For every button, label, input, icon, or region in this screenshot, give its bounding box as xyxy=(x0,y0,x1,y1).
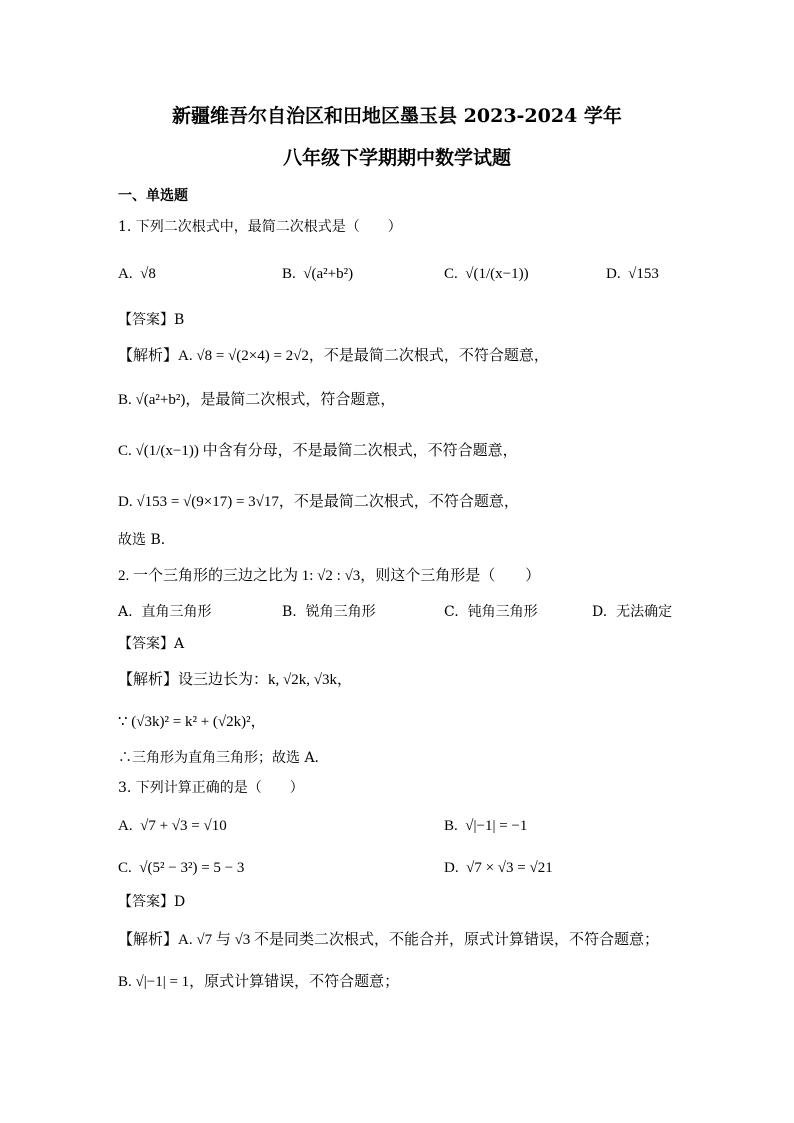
q2-option-a-text: 直角三角形 xyxy=(141,604,212,620)
q3-answer: 【答案】D xyxy=(118,894,186,910)
q1-analysis-line-4: D. √153 = √(9×17) = 3√17，不是最简二次根式，不符合题意， xyxy=(118,494,519,510)
q2-option-d: D. 无法确定 xyxy=(592,604,673,620)
q3-analysis-line-1: 【解析】A. √7 与 √3 不是同类二次根式，不能合并，原式计算错误，不符合题意； xyxy=(118,932,660,948)
page-title-line-2: 八年级下学期期中数学试题 xyxy=(282,147,511,169)
q1-option-a-expr: √8 xyxy=(140,266,156,282)
q1-option-c: C. √(1/(x−1)) xyxy=(444,266,529,282)
q1-analysis-line-5: 故选 B． xyxy=(118,532,175,548)
q3-option-d: D. √7 × √3 = √21 xyxy=(444,860,553,876)
q3-option-b: B. √|−1| = −1 xyxy=(444,818,528,834)
q3-option-c-expr: √(5² − 3²) = 5 − 3 xyxy=(139,860,245,876)
section-heading: 一、单选题 xyxy=(118,188,188,204)
q2-analysis-line-2: ∵ (√3k)² = k² + (√2k)²， xyxy=(118,714,266,730)
q3-option-c: C. √(5² − 3²) = 5 − 3 xyxy=(118,860,245,876)
q3-option-a: A. √7 + √3 = √10 xyxy=(118,818,227,834)
q2-option-c-text: 钝角三角形 xyxy=(467,604,538,620)
q3-option-d-expr: √7 × √3 = √21 xyxy=(466,860,553,876)
q3-option-a-expr: √7 + √3 = √10 xyxy=(140,818,227,834)
q1-analysis-line-3: C. √(1/(x−1)) 中含有分母，不是最简二次根式，不符合题意， xyxy=(118,443,518,459)
q2-option-c: C. 钝角三角形 xyxy=(444,604,538,620)
q2-option-a: A. 直角三角形 xyxy=(118,604,212,620)
q1-analysis-line-1: 【解析】A. √8 = √(2×4) = 2√2，不是最简二次根式，不符合题意， xyxy=(118,348,549,364)
q1-analysis-line-2: B. √(a²+b²)，是最简二次根式，符合题意， xyxy=(118,392,396,408)
q1-answer: 【答案】B xyxy=(118,312,185,328)
q2-option-d-text: 无法确定 xyxy=(616,604,673,620)
q2-analysis-line-1: 【解析】设三边长为：k, √2k, √3k， xyxy=(118,672,352,688)
q1-option-a: A. √8 xyxy=(118,266,156,282)
question-1-stem: 1. 下列二次根式中，最简二次根式是（ ） xyxy=(118,219,402,235)
question-3-stem: 3. 下列计算正确的是（ ） xyxy=(118,780,304,796)
q3-analysis-line-2: B. √|−1| = 1，原式计算错误，不符合题意； xyxy=(118,974,400,990)
question-2-stem: 2. 一个三角形的三边之比为 1: √2 : √3，则这个三角形是（ ） xyxy=(118,568,541,584)
q1-option-b: B. √(a²+b²) xyxy=(282,266,354,282)
q3-option-b-expr: √|−1| = −1 xyxy=(465,818,528,834)
q1-option-c-expr: √(1/(x−1)) xyxy=(465,266,529,282)
q2-analysis-line-3: ∴三角形为直角三角形；故选 A． xyxy=(118,750,329,766)
q2-option-b: B. 锐角三角形 xyxy=(282,604,376,620)
q2-answer: 【答案】A xyxy=(118,636,185,652)
q1-option-d-expr: √153 xyxy=(628,266,659,282)
q1-option-b-expr: √(a²+b²) xyxy=(303,266,354,282)
page-title-line-1: 新疆维吾尔自治区和田地区墨玉县 2023-2024 学年 xyxy=(172,105,622,127)
q1-option-d: D. √153 xyxy=(606,266,659,282)
q2-option-b-text: 锐角三角形 xyxy=(305,604,376,620)
